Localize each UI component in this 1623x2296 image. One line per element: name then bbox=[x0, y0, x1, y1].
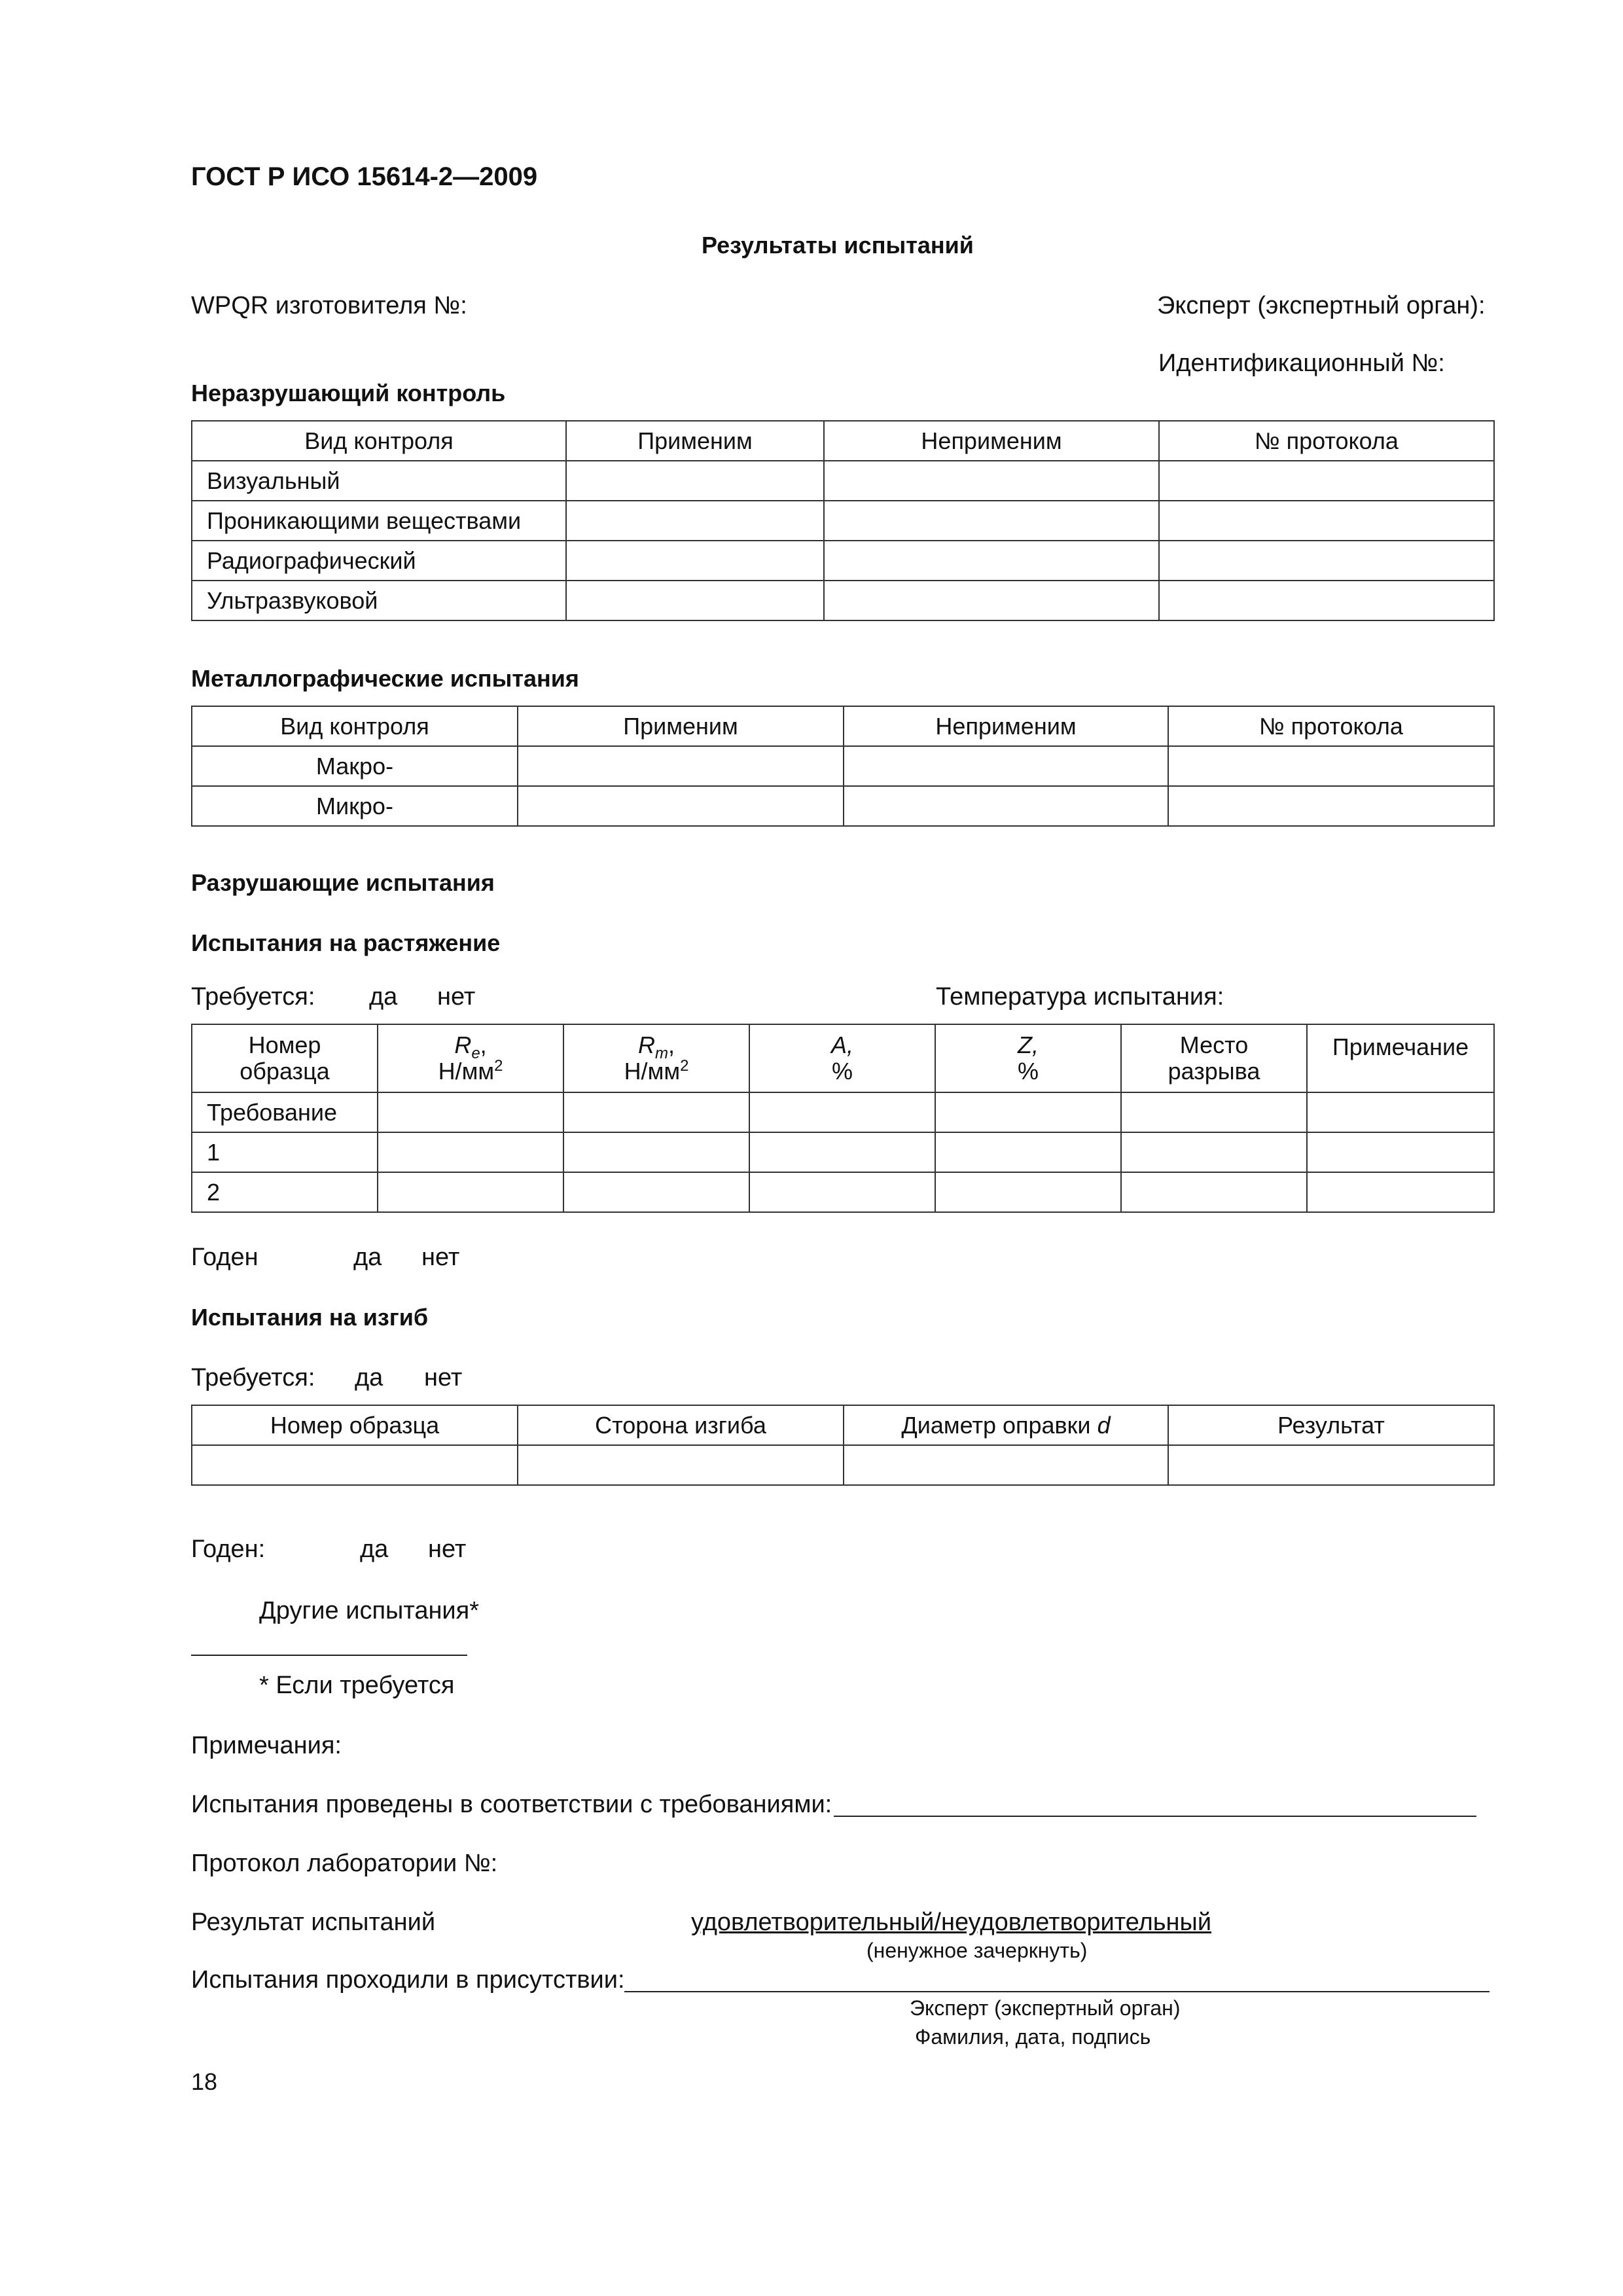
re-unit-sup: 2 bbox=[494, 1057, 503, 1075]
ndt-table bbox=[191, 420, 1495, 621]
table-row bbox=[192, 1172, 1494, 1212]
header-sample-line2: образца bbox=[240, 1058, 330, 1085]
empty-cell[interactable] bbox=[1307, 1132, 1494, 1172]
table-row bbox=[192, 1445, 1494, 1485]
diameter-symbol: d bbox=[1097, 1411, 1111, 1439]
bend-no-option[interactable]: нет bbox=[424, 1364, 463, 1391]
header-cell: Номер образца bbox=[192, 1405, 518, 1445]
metal-table bbox=[191, 706, 1495, 827]
expert-label: Эксперт (экспертный орган): bbox=[1157, 292, 1486, 319]
empty-cell[interactable] bbox=[378, 1172, 563, 1212]
empty-cell[interactable] bbox=[518, 786, 844, 826]
header-a bbox=[749, 1024, 935, 1092]
tensile-required-label: Требуется: bbox=[191, 983, 315, 1011]
empty-cell[interactable] bbox=[824, 461, 1159, 501]
footnote-divider bbox=[191, 1655, 467, 1656]
tensile-title: Испытания на растяжение bbox=[191, 929, 501, 956]
presence-label: Испытания проходили в присутствии: bbox=[191, 1966, 625, 1994]
fracture-line1: Место bbox=[1179, 1031, 1249, 1059]
empty-cell[interactable] bbox=[935, 1092, 1121, 1132]
tensile-valid-label: Годен bbox=[191, 1244, 259, 1271]
table-row bbox=[192, 541, 1494, 581]
bend-title: Испытания на изгиб bbox=[191, 1304, 429, 1331]
header-cell: № протокола bbox=[1159, 421, 1494, 461]
strike-note: (ненужное зачеркнуть) bbox=[866, 1939, 1088, 1962]
tensile-valid-no[interactable]: нет bbox=[421, 1244, 460, 1271]
presence-caption-1: Эксперт (экспертный орган) bbox=[910, 1996, 1181, 2020]
wpqr-label: WPQR изготовителя №: bbox=[191, 292, 467, 319]
a-unit: % bbox=[831, 1058, 853, 1085]
rm-subscript: m bbox=[654, 1045, 668, 1063]
header-sample bbox=[192, 1024, 378, 1092]
z-symbol: Z, bbox=[1018, 1031, 1039, 1059]
empty-cell[interactable] bbox=[518, 1445, 844, 1485]
header-cell: Неприменим bbox=[824, 421, 1159, 461]
header-cell: № протокола bbox=[1168, 706, 1494, 746]
fracture-line2: разрыва bbox=[1168, 1058, 1260, 1085]
bend-valid-no[interactable]: нет bbox=[428, 1535, 467, 1563]
z-unit: % bbox=[1017, 1058, 1039, 1085]
table-row bbox=[192, 501, 1494, 541]
row-label: Требование bbox=[192, 1092, 378, 1132]
bend-valid-yes[interactable]: да bbox=[360, 1535, 389, 1563]
empty-cell[interactable] bbox=[563, 1092, 749, 1132]
conformity-label: Испытания проведены в соответствии с требованиями: bbox=[191, 1791, 832, 1818]
empty-cell[interactable] bbox=[566, 501, 824, 541]
empty-cell[interactable] bbox=[824, 541, 1159, 581]
empty-cell[interactable] bbox=[749, 1172, 935, 1212]
empty-cell[interactable] bbox=[935, 1132, 1121, 1172]
header-cell: Вид контроля bbox=[192, 706, 518, 746]
re-unit: Н/мм bbox=[438, 1058, 495, 1085]
table-row bbox=[192, 461, 1494, 501]
id-label: Идентификационный №: bbox=[1158, 350, 1445, 377]
header-cell: Применим bbox=[566, 421, 824, 461]
empty-cell[interactable] bbox=[563, 1132, 749, 1172]
section-title: Результаты испытаний bbox=[702, 232, 974, 259]
rm-symbol: R bbox=[637, 1031, 655, 1059]
empty-cell[interactable] bbox=[563, 1172, 749, 1212]
tensile-no-option[interactable]: нет bbox=[437, 983, 476, 1011]
tensile-valid-yes[interactable]: да bbox=[353, 1244, 382, 1271]
empty-cell[interactable] bbox=[1159, 581, 1494, 620]
empty-cell[interactable] bbox=[378, 1092, 563, 1132]
presence-caption-2: Фамилия, дата, подпись bbox=[915, 2025, 1151, 2049]
row-label: Микро- bbox=[192, 786, 518, 826]
other-tests: Другие испытания* bbox=[259, 1597, 480, 1624]
empty-cell[interactable] bbox=[749, 1092, 935, 1132]
test-temperature-label: Температура испытания: bbox=[936, 983, 1224, 1011]
empty-cell[interactable] bbox=[1307, 1092, 1494, 1132]
table-row bbox=[192, 746, 1494, 786]
tensile-table bbox=[191, 1024, 1495, 1213]
empty-cell[interactable] bbox=[566, 461, 824, 501]
metal-title: Металлографические испытания bbox=[191, 665, 579, 692]
empty-cell[interactable] bbox=[824, 581, 1159, 620]
empty-cell[interactable] bbox=[1159, 461, 1494, 501]
table-header-row bbox=[192, 421, 1494, 461]
a-symbol: A, bbox=[830, 1031, 853, 1059]
table-row bbox=[192, 1092, 1494, 1132]
row-label: Визуальный bbox=[192, 461, 566, 501]
empty-cell[interactable] bbox=[844, 746, 1168, 786]
empty-cell[interactable] bbox=[566, 581, 824, 620]
row-label: Проникающими веществами bbox=[192, 501, 566, 541]
presence-line[interactable] bbox=[624, 1991, 1489, 1992]
header-cell: Вид контроля bbox=[192, 421, 566, 461]
empty-cell[interactable] bbox=[1121, 1172, 1307, 1212]
ndt-title: Неразрушающий контроль bbox=[191, 380, 506, 406]
doc-title: ГОСТ Р ИСО 15614-2—2009 bbox=[191, 162, 538, 191]
result-label: Результат испытаний bbox=[191, 1909, 436, 1936]
empty-cell[interactable] bbox=[1168, 1445, 1494, 1485]
empty-cell[interactable] bbox=[378, 1132, 563, 1172]
empty-cell[interactable] bbox=[1159, 501, 1494, 541]
notes-label: Примечания: bbox=[191, 1732, 342, 1759]
row-label: Радиографический bbox=[192, 541, 566, 581]
empty-cell[interactable] bbox=[824, 501, 1159, 541]
empty-cell[interactable] bbox=[518, 746, 844, 786]
empty-cell[interactable] bbox=[935, 1172, 1121, 1212]
page-number: 18 bbox=[191, 2068, 218, 2095]
row-label: Макро- bbox=[192, 746, 518, 786]
conformity-line[interactable] bbox=[834, 1816, 1476, 1817]
row-label: 2 bbox=[192, 1172, 378, 1212]
header-sample-line1: Номер bbox=[248, 1031, 321, 1059]
bend-table bbox=[191, 1405, 1495, 1486]
header-diameter bbox=[844, 1405, 1168, 1445]
result-value: удовлетворительный/неудовлетворительный bbox=[691, 1909, 1212, 1936]
header-cell: Неприменим bbox=[844, 706, 1168, 746]
empty-cell[interactable] bbox=[1121, 1132, 1307, 1172]
row-label: 1 bbox=[192, 1132, 378, 1172]
empty-cell[interactable] bbox=[566, 541, 824, 581]
bend-required-label: Требуется: bbox=[191, 1364, 315, 1391]
table-row bbox=[192, 786, 1494, 826]
table-row bbox=[192, 581, 1494, 620]
lab-protocol-label: Протокол лаборатории №: bbox=[191, 1850, 498, 1877]
header-rm: $R_m$, $Н/мм^2$ bbox=[563, 1024, 749, 1092]
table-header-row bbox=[192, 1024, 1494, 1092]
header-cell: Результат bbox=[1168, 1405, 1494, 1445]
header-cell: Сторона изгиба bbox=[518, 1405, 844, 1445]
tensile-yes-option[interactable]: да bbox=[369, 983, 398, 1011]
table-row bbox=[192, 1132, 1494, 1172]
re-symbol: R bbox=[454, 1031, 472, 1059]
header-fracture-place bbox=[1121, 1024, 1307, 1092]
table-header-row bbox=[192, 1405, 1494, 1445]
empty-cell[interactable] bbox=[1159, 541, 1494, 581]
empty-cell[interactable] bbox=[844, 1445, 1168, 1485]
rm-unit-sup: 2 bbox=[680, 1057, 689, 1075]
row-label: Ультразвуковой bbox=[192, 581, 566, 620]
bend-yes-option[interactable]: да bbox=[355, 1364, 383, 1391]
re-subscript: e bbox=[471, 1045, 480, 1063]
header-re: $R_e$, $Н/мм^2$ bbox=[378, 1024, 563, 1092]
header-note: Примечание bbox=[1307, 1024, 1494, 1092]
empty-cell[interactable] bbox=[749, 1132, 935, 1172]
destructive-title: Разрушающие испытания bbox=[191, 869, 495, 896]
empty-cell[interactable] bbox=[1121, 1092, 1307, 1132]
diameter-label: Диаметр оправки bbox=[901, 1411, 1091, 1439]
empty-cell[interactable] bbox=[192, 1445, 518, 1485]
empty-cell[interactable] bbox=[844, 786, 1168, 826]
empty-cell[interactable] bbox=[1168, 786, 1494, 826]
header-cell: Применим bbox=[518, 706, 844, 746]
rm-unit: Н/мм bbox=[624, 1058, 681, 1085]
bend-valid-label: Годен: bbox=[191, 1535, 266, 1563]
table-header-row bbox=[192, 706, 1494, 746]
empty-cell[interactable] bbox=[1307, 1172, 1494, 1212]
header-z bbox=[935, 1024, 1121, 1092]
empty-cell[interactable] bbox=[1168, 746, 1494, 786]
footnote: * Если требуется bbox=[259, 1672, 455, 1699]
